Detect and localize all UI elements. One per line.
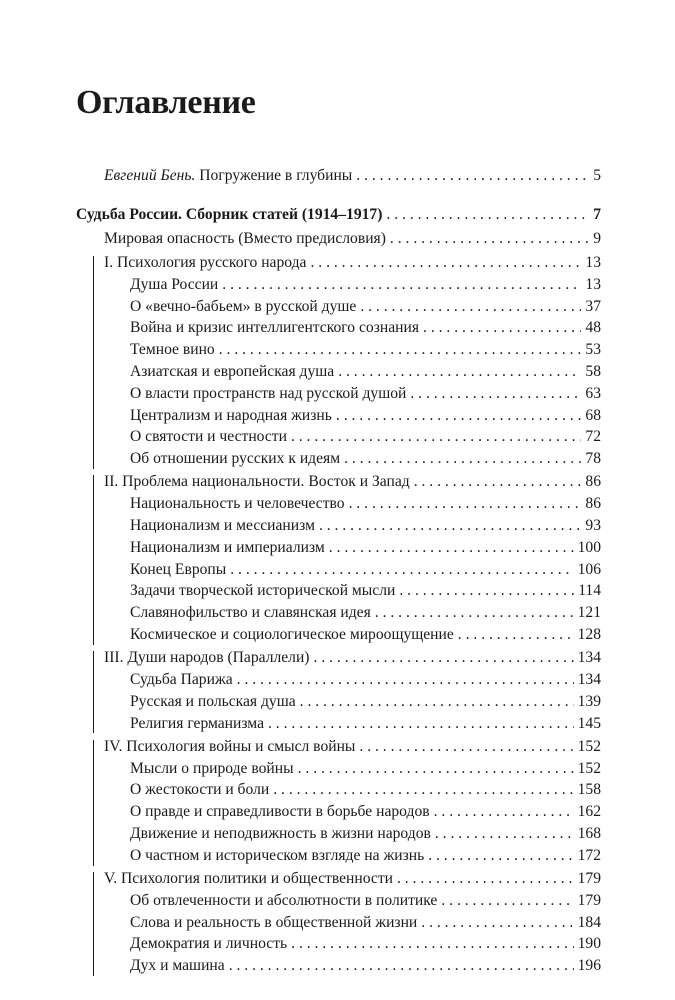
section-bracket-line <box>93 475 94 644</box>
entry-title: Централизм и народная жизнь <box>130 406 332 424</box>
toc-item <box>130 538 601 558</box>
dot-leader <box>428 846 573 866</box>
toc-section-3 <box>104 648 601 668</box>
entry-title: Дух и машина <box>130 957 225 975</box>
toc-item <box>130 340 601 360</box>
dot-leader <box>314 648 574 668</box>
entry-title: Азиатская и европейская душа <box>130 363 335 380</box>
toc-item <box>130 297 601 317</box>
dot-leader <box>310 253 581 273</box>
intro-title: Погружение в глубины <box>199 167 353 184</box>
page-number: 139 <box>577 692 601 710</box>
dot-leader <box>423 318 581 338</box>
toc-item <box>130 934 601 954</box>
dot-leader <box>329 538 574 558</box>
entry-title: I. Психология русского народа <box>104 254 307 271</box>
dot-leader <box>338 362 581 382</box>
page-number: 179 <box>577 870 601 887</box>
page-number: 152 <box>577 759 601 777</box>
dot-leader <box>319 516 581 536</box>
entry-title: Космическое и социологическое мироощущение <box>130 626 454 643</box>
dot-leader <box>268 714 574 734</box>
dot-leader <box>390 229 589 249</box>
toc-item <box>130 516 601 536</box>
toc-item <box>130 759 601 779</box>
entry-title: II. Проблема национальности. Восток и Запад <box>104 473 410 491</box>
dot-leader <box>336 406 582 426</box>
dot-leader <box>298 759 574 779</box>
toc-item <box>130 560 601 580</box>
intro-author: Евгений Бень. <box>104 167 196 184</box>
entry-title: О частном и историческом взгляде на жизнь <box>130 846 425 864</box>
section-bracket-line <box>93 651 94 733</box>
dot-leader <box>435 824 574 844</box>
page-number: 168 <box>577 825 601 842</box>
entry-title: Национализм и империализм <box>130 538 325 556</box>
page-number: 128 <box>577 626 601 643</box>
entry-title: Конец Европы <box>130 560 227 578</box>
toc-item <box>130 625 601 645</box>
dot-leader <box>349 494 582 514</box>
toc-item <box>130 846 601 866</box>
dot-leader <box>219 340 582 360</box>
page-number: 134 <box>577 671 601 688</box>
dot-leader <box>386 205 589 225</box>
dot-leader <box>222 275 581 295</box>
page-number: 53 <box>585 341 601 359</box>
dot-leader <box>458 625 574 645</box>
dot-leader <box>421 913 573 933</box>
page-number: 48 <box>585 319 601 337</box>
entry-title: Судьба Парижа <box>130 671 233 688</box>
entry-title: Об отношении русских к идеям <box>130 450 341 468</box>
dot-leader <box>410 384 581 404</box>
entry-title: Мировая опасность (Вместо предисловия) <box>104 230 386 247</box>
page-number: 179 <box>577 891 601 909</box>
toc-item <box>130 449 601 469</box>
toc-entry-preface <box>104 229 601 249</box>
entry-title: Судьба России. Сборник статей (1914–1917) <box>76 206 383 223</box>
toc-item <box>130 384 601 404</box>
entry-title: Движение и неподвижность в жизни народов <box>130 825 431 842</box>
entry-title: О власти пространств над русской душой <box>130 384 407 402</box>
page-number: 58 <box>585 363 601 380</box>
dot-leader <box>359 737 573 757</box>
entry-title: Национальность и человечество <box>130 495 345 513</box>
toc-entry-intro <box>104 166 601 186</box>
page-number: 9 <box>593 230 601 247</box>
dot-leader <box>237 670 574 690</box>
page-number: 158 <box>577 781 601 799</box>
entry-title: IV. Психология войны и смысл войны <box>104 737 356 755</box>
toc-item <box>130 670 601 690</box>
page-number: 86 <box>585 495 601 513</box>
toc-item <box>130 603 601 623</box>
toc-item <box>130 275 601 295</box>
entry-title: О правде и справедливости в борьбе народов <box>130 803 430 821</box>
toc-item <box>130 780 601 800</box>
page-number: 72 <box>585 428 601 446</box>
page-number: 190 <box>577 935 601 953</box>
toc-item <box>130 406 601 426</box>
page-number: 37 <box>585 297 601 315</box>
dot-leader <box>273 780 573 800</box>
entry-title: О жестокости и боли <box>130 781 270 799</box>
entry-title: Задачи творческой исторической мысли <box>130 582 396 600</box>
toc-item <box>130 362 601 382</box>
dot-leader <box>399 581 574 601</box>
dot-leader <box>230 560 573 580</box>
dot-leader <box>375 603 574 623</box>
entry-title: Темное вино <box>130 341 215 359</box>
page-title: Оглавление <box>76 84 256 121</box>
entry-title: V. Психология политики и общественности <box>104 870 393 887</box>
entry-title: Слова и реальность в общественной жизни <box>130 913 418 931</box>
page-number: 172 <box>577 846 601 864</box>
toc-item <box>130 692 601 712</box>
intro-entry-title <box>104 166 352 186</box>
page-number: 78 <box>585 450 601 468</box>
dot-leader <box>397 869 574 889</box>
entry-title: Об отвлеченности и абсолютности в политике <box>130 891 438 909</box>
entry-title: Демократия и личность <box>130 935 288 953</box>
toc-item <box>130 714 601 734</box>
dot-leader <box>291 934 573 954</box>
toc-item <box>130 494 601 514</box>
entry-title: III. Души народов (Параллели) <box>104 649 310 667</box>
toc-item <box>130 891 601 911</box>
dot-leader <box>360 297 581 317</box>
dot-leader <box>441 891 573 911</box>
section-bracket-line <box>93 740 94 866</box>
toc-item <box>130 427 601 447</box>
page-number: 93 <box>585 517 601 534</box>
page-number: 134 <box>577 649 601 667</box>
toc-section-1 <box>104 253 601 273</box>
entry-title: Русская и польская душа <box>130 692 296 710</box>
toc-item <box>130 913 601 933</box>
page-number: 68 <box>585 406 601 424</box>
page-number: 63 <box>585 384 601 402</box>
dot-leader <box>344 449 581 469</box>
page-number: 13 <box>585 275 601 293</box>
page-number: 121 <box>577 604 601 622</box>
toc-section-5 <box>104 869 601 889</box>
entry-title: Национализм и мессианизм <box>130 517 315 534</box>
entry-title: Мысли о природе войны <box>130 759 294 777</box>
page-number: 196 <box>577 957 601 975</box>
entry-title: Душа России <box>130 275 219 293</box>
entry-title: Война и кризис интеллигентского сознания <box>130 319 420 337</box>
toc-item <box>130 802 601 822</box>
entry-title: Славянофильство и славянская идея <box>130 604 371 622</box>
page-number: 114 <box>578 582 601 600</box>
section-bracket-line <box>93 872 94 976</box>
dot-leader <box>291 427 581 447</box>
page-number: 100 <box>577 538 601 556</box>
page-number: 7 <box>593 206 601 223</box>
dot-leader <box>300 692 574 712</box>
entry-title: Религия германизма <box>130 714 264 732</box>
page-number: 106 <box>577 560 601 578</box>
page-number: 152 <box>577 737 601 755</box>
page-number: 184 <box>577 913 601 931</box>
page-number: 86 <box>585 473 601 491</box>
page-number: 145 <box>577 714 601 732</box>
entry-title: О святости и честности <box>130 428 287 446</box>
page-number: 5 <box>593 167 601 184</box>
section-bracket-line <box>93 256 94 469</box>
entry-title: О «вечно-бабьем» в русской душе <box>130 297 357 315</box>
dot-leader <box>229 956 574 976</box>
toc-section-4 <box>104 737 601 757</box>
page-number: 13 <box>585 254 601 271</box>
toc-item <box>130 318 601 338</box>
toc-section-2 <box>104 472 601 492</box>
toc-item <box>130 581 601 601</box>
dot-leader <box>434 802 574 822</box>
dot-leader <box>414 472 582 492</box>
dot-leader <box>356 166 589 186</box>
toc-item <box>130 824 601 844</box>
toc-item <box>130 956 601 976</box>
page-number: 162 <box>577 803 601 821</box>
toc-entry-book <box>76 205 601 225</box>
